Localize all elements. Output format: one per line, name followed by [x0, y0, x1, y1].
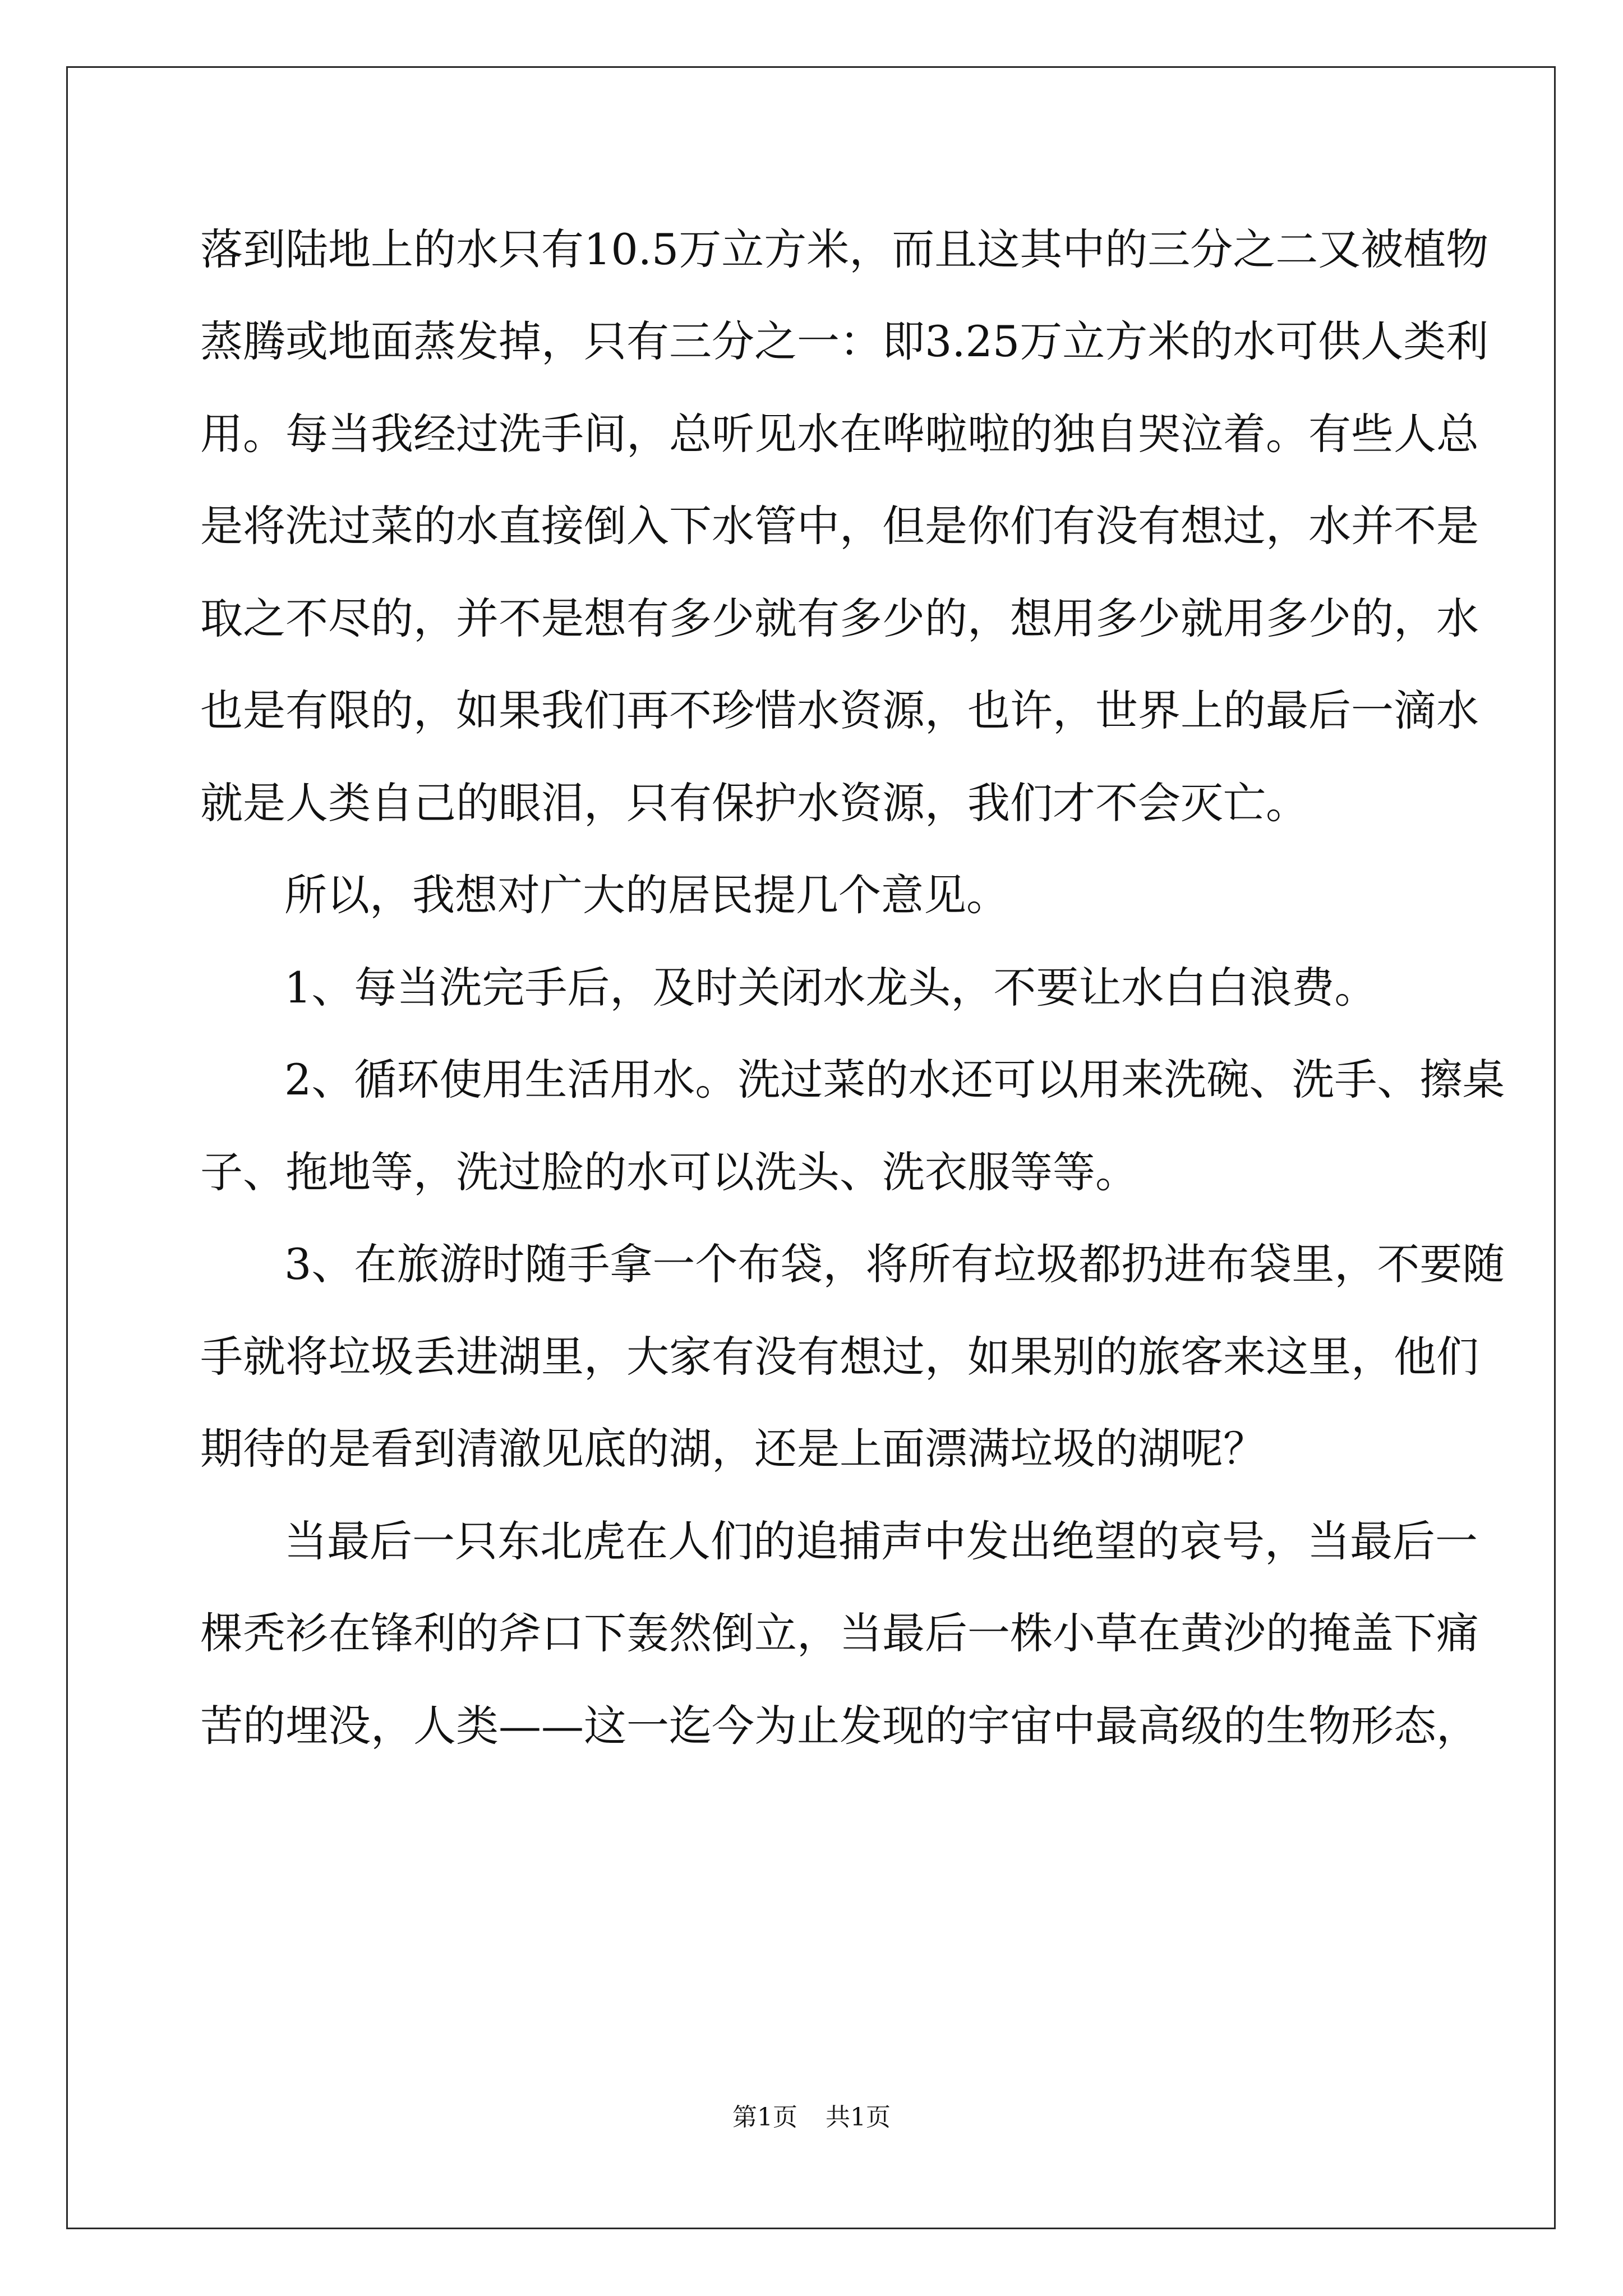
text-line: 苦的埋没，人类——这一迄今为止发现的宇宙中最高级的生物形态，: [200, 1701, 1479, 1751]
total-pages: 共1页: [826, 2103, 891, 2132]
text-line: 就是人类自己的眼泪，只有保护水资源，我们才不会灭亡。: [200, 778, 1308, 828]
document-body: [200, 222, 1505, 1784]
text-line: 当最后一只东北虎在人们的追捕声中发出绝望的哀号，当最后一: [284, 1516, 1478, 1566]
text-line: 1、每当洗完手后，及时关闭水龙头，不要让水白白浪费。: [284, 963, 1377, 1013]
text-line: 落到陆地上的水只有10.5万立方米，而且这其中的三分之二又被植物: [200, 224, 1489, 274]
text-line: 子、拖地等，洗过脸的水可以洗头、洗衣服等等。: [200, 1147, 1138, 1197]
page-number: 第1页: [732, 2103, 797, 2132]
text-line: 也是有限的，如果我们再不珍惜水资源，也许，世界上的最后一滴水: [200, 685, 1479, 735]
text-line: 是将洗过菜的水直接倒入下水管中，但是你们有没有想过，水并不是: [200, 501, 1479, 551]
page-footer: [0, 2101, 1623, 2134]
text-line: 用。每当我经过洗手间，总听见水在哗啦啦的独自哭泣着。有些人总: [200, 409, 1479, 459]
text-line: 取之不尽的，并不是想有多少就有多少的，想用多少就用多少的，水: [200, 593, 1479, 643]
text-line: 棵秃衫在锋利的斧口下轰然倒立，当最后一株小草在黄沙的掩盖下痛: [200, 1608, 1479, 1658]
text-line: 3、在旅游时随手拿一个布袋，将所有垃圾都扔进布袋里，不要随: [284, 1239, 1505, 1289]
text-line: 手就将垃圾丢进湖里，大家有没有想过，如果别的旅客来这里，他们: [200, 1332, 1479, 1382]
text-line: 所以，我想对广大的居民提几个意见。: [284, 870, 1009, 920]
text-line: 2、循环使用生活用水。洗过菜的水还可以用来洗碗、洗手、擦桌: [284, 1055, 1505, 1105]
text-line: 蒸腾或地面蒸发掉，只有三分之一：即3.25万立方米的水可供人类利: [200, 316, 1489, 366]
text-line: 期待的是看到清澈见底的湖，还是上面漂满垃圾的湖呢？: [200, 1424, 1266, 1474]
